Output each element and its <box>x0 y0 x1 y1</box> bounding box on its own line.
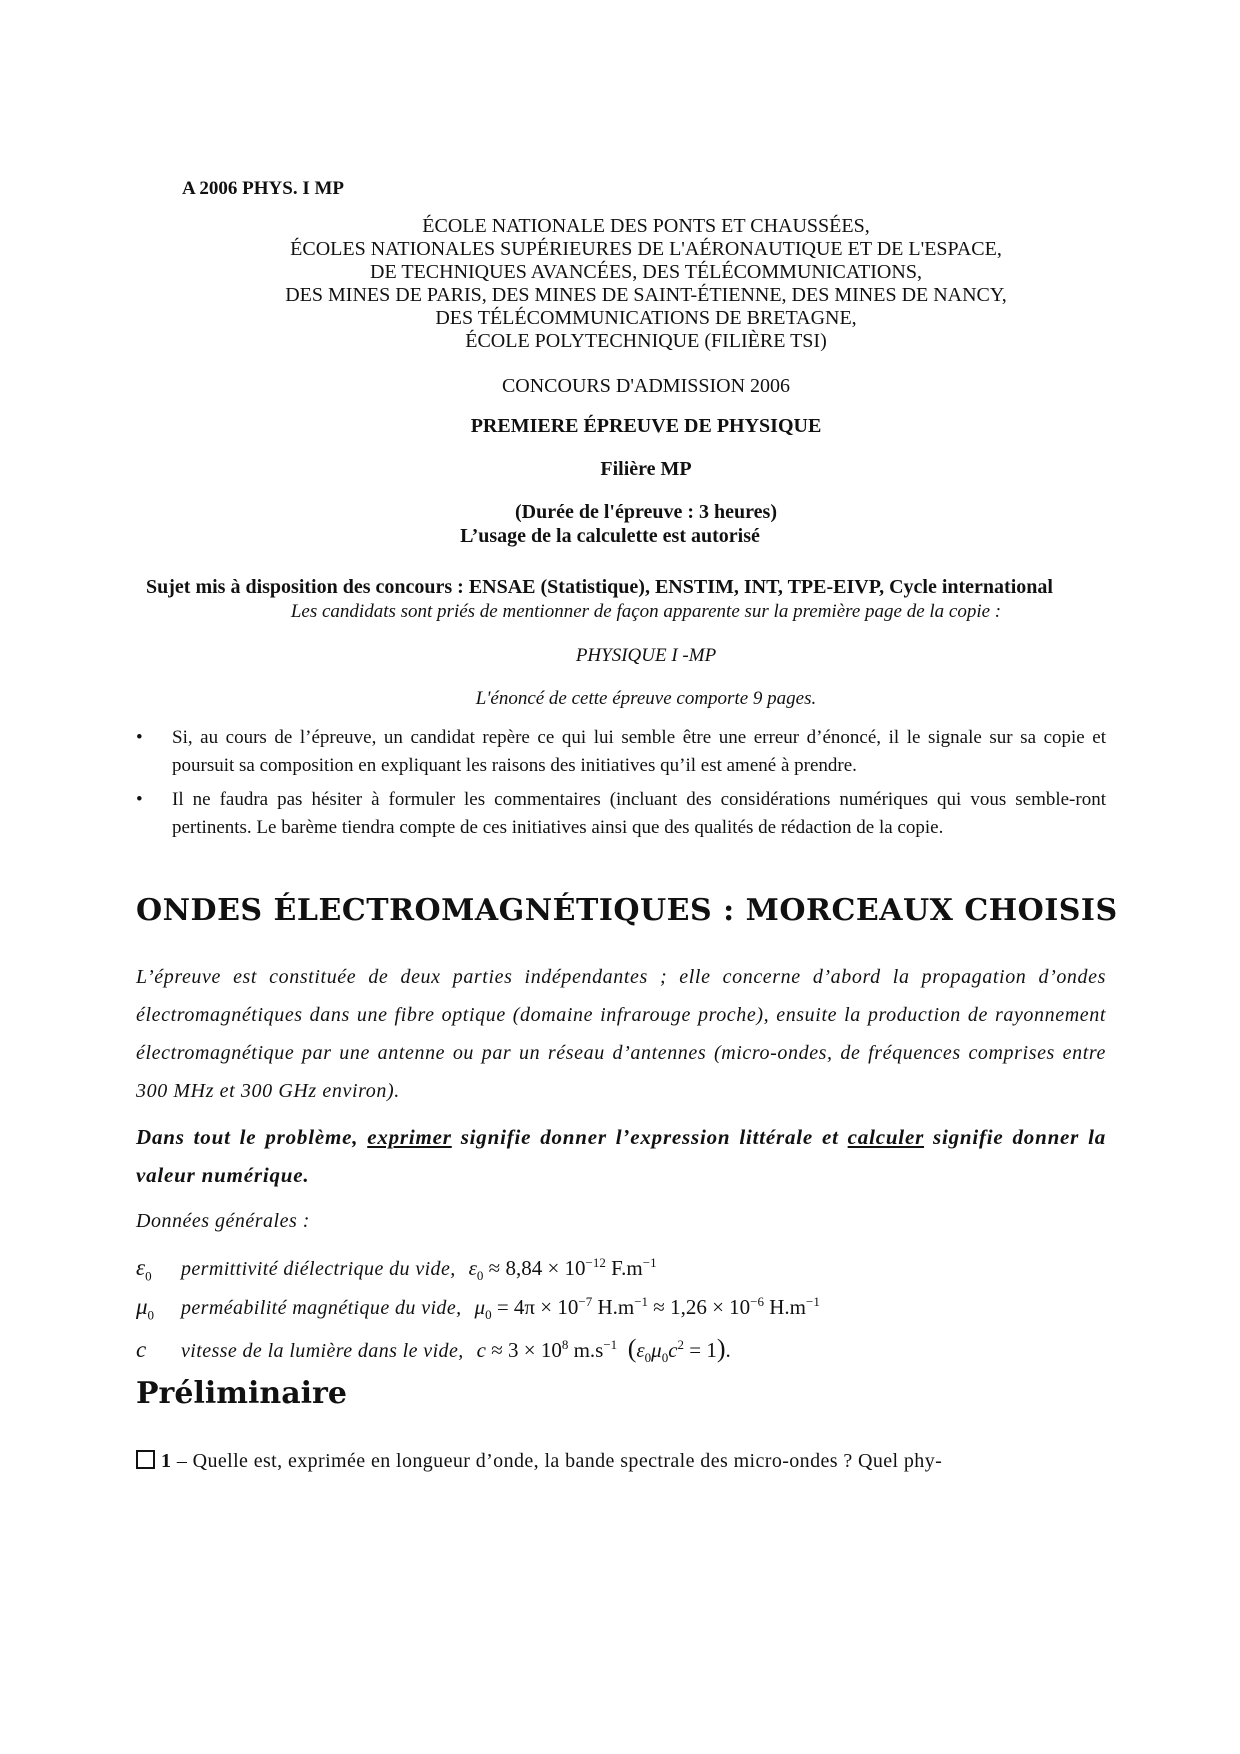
c-exponent: 8 <box>561 1337 569 1352</box>
section-title: Préliminaire <box>136 1376 347 1411</box>
checkbox-icon <box>136 1450 155 1469</box>
epsilon-exponent: −12 <box>585 1255 606 1270</box>
candidats-instruction: Les candidats sont priés de mentionner de façon apparente sur la première page de la copie : <box>290 601 1002 622</box>
epsilon-description: permittivité diélectrique du vide, <box>181 1258 456 1280</box>
c-symbol: c <box>136 1337 147 1362</box>
mu-unit-2: H.m <box>769 1295 807 1319</box>
rule-keyword-exprimer: exprimer <box>367 1125 452 1149</box>
c-formula: $c \approx 3 \times 10^8$ $m.s^{-1}$ $(\varepsilon_0\mu_0c^2 = 1)$. <box>476 1334 731 1366</box>
donnee-mu <box>136 1294 820 1324</box>
mu-symbol: $\mu_0$ <box>136 1294 155 1323</box>
school-line: DE TECHNIQUES AVANCÉES, DES TÉLÉCOMMUNICATIONS, <box>370 261 922 283</box>
epsilon-value: 8,84 <box>505 1256 543 1280</box>
instructions-list <box>136 724 1106 848</box>
intro-paragraph <box>136 958 1106 1110</box>
intro-text: L’épreuve est constituée de deux parties indépendantes ; elle concerne d’abord la propagation d’ondes électromagnétiques dans une fibre optique (domaine infrarouge proche), ensuite la production de rayonnement électromagnétique par une antenne ou par un réseau d’antennes (micro-ondes, de fréquences comprises entre 300 MHz et 300 GHz environ). <box>136 966 1106 1102</box>
school-line: DES TÉLÉCOMMUNICATIONS DE BRETAGNE, <box>435 307 857 329</box>
bullet-icon: • <box>136 727 143 748</box>
school-line: DES MINES DE PARIS, DES MINES DE SAINT-ÉTIENNE, DES MINES DE NANCY, <box>285 284 1007 306</box>
unit-exponent: −1 <box>634 1294 649 1309</box>
unit-exponent: −1 <box>642 1255 657 1270</box>
bullet-text: Si, au cours de l’épreuve, un candidat repère ce qui lui semble être une erreur d’énoncé, il le signale sur sa copie et poursuit sa composition en expliquant les raisons des initiatives qu’il est amené à prendre. <box>172 727 1106 776</box>
mu-formula: $\mu_0 = 4\pi \times 10^{-7}$ $H.m^{-1} \approx 1,26 \times 10^{-6}$ $H.m^{-1}$ <box>474 1294 820 1323</box>
c-description: vitesse de la lumière dans le vide, <box>181 1340 464 1362</box>
mu-value: 4π × 10 <box>513 1295 579 1319</box>
rule-paragraph <box>136 1118 1106 1194</box>
mu-description: perméabilité magnétique du vide, <box>181 1297 462 1319</box>
mu-exponent-2: −6 <box>750 1294 765 1309</box>
school-line: ÉCOLE POLYTECHNIQUE (FILIÈRE TSI) <box>465 330 827 352</box>
duree-text: (Durée de l'épreuve : 3 heures) <box>515 501 777 523</box>
rule-text: Dans tout le problème, <box>136 1125 368 1149</box>
bullet-text: Il ne faudra pas hésiter à formuler les commentaires (incluant des considérations numériques qui vous semble-ront pertinents. Le barème tiendra compte de ces initiatives ainsi que des qualités de rédaction de la copie. <box>172 789 1106 838</box>
donnee-epsilon <box>136 1255 657 1285</box>
list-item <box>136 724 1106 780</box>
mu-unit: H.m <box>597 1295 635 1319</box>
concours-title: CONCOURS D'ADMISSION 2006 <box>501 375 791 397</box>
donnee-c <box>136 1334 731 1366</box>
mu-value-2: 1,26 <box>670 1295 707 1319</box>
rule-text: signifie donner l’expression littérale et <box>451 1125 848 1149</box>
question-number: 1 <box>161 1450 172 1472</box>
question-text: – Quelle est, exprimée en longueur d’onde, la bande spectrale des micro-ondes ? Quel phy- <box>176 1450 943 1472</box>
donnees-title: Données générales : <box>136 1210 310 1232</box>
list-item <box>136 786 1106 842</box>
unit-exponent: −1 <box>603 1337 618 1352</box>
school-line: ÉCOLE NATIONALE DES PONTS ET CHAUSSÉES, <box>422 215 870 237</box>
physique-reference: PHYSIQUE I -MP <box>575 645 717 666</box>
question-1 <box>136 1450 1106 1473</box>
bullet-icon: • <box>136 789 143 810</box>
rule-text: signifie donner la valeur numérique. <box>136 1125 1107 1187</box>
epsilon-symbol: $\varepsilon_0$ <box>136 1255 152 1284</box>
unit-exponent: −1 <box>806 1294 820 1309</box>
filiere-label: Filière MP <box>600 458 692 480</box>
school-line: ÉCOLES NATIONALES SUPÉRIEURES DE L'AÉRONAUTIQUE ET DE L'ESPACE, <box>290 238 1002 260</box>
rule-keyword-calculer: calculer <box>847 1125 925 1149</box>
sujet-line: Sujet mis à disposition des concours : ENSAE (Statistique), ENSTIM, INT, TPE-EIVP, Cycle international <box>146 576 1053 598</box>
main-title: ONDES ÉLECTROMAGNÉTIQUES : MORCEAUX CHOISIS <box>136 893 1118 928</box>
calculette-text: L’usage de la calculette est autorisé <box>460 525 760 547</box>
page-count-note: L'énoncé de cette épreuve comporte 9 pages. <box>475 688 817 709</box>
c-unit: m.s <box>573 1338 604 1362</box>
schools-list <box>150 215 1142 353</box>
epsilon-unit: F.m <box>611 1256 643 1280</box>
exam-code: A 2006 PHYS. I MP <box>182 178 345 199</box>
duree-block <box>150 500 1142 548</box>
epsilon-formula: $\varepsilon_0 \approx 8,84 \times 10^{-12}$ $F.m^{-1}$ <box>468 1255 657 1284</box>
epreuve-title: PREMIERE ÉPREUVE DE PHYSIQUE <box>470 415 822 437</box>
mu-exponent: −7 <box>578 1294 593 1309</box>
